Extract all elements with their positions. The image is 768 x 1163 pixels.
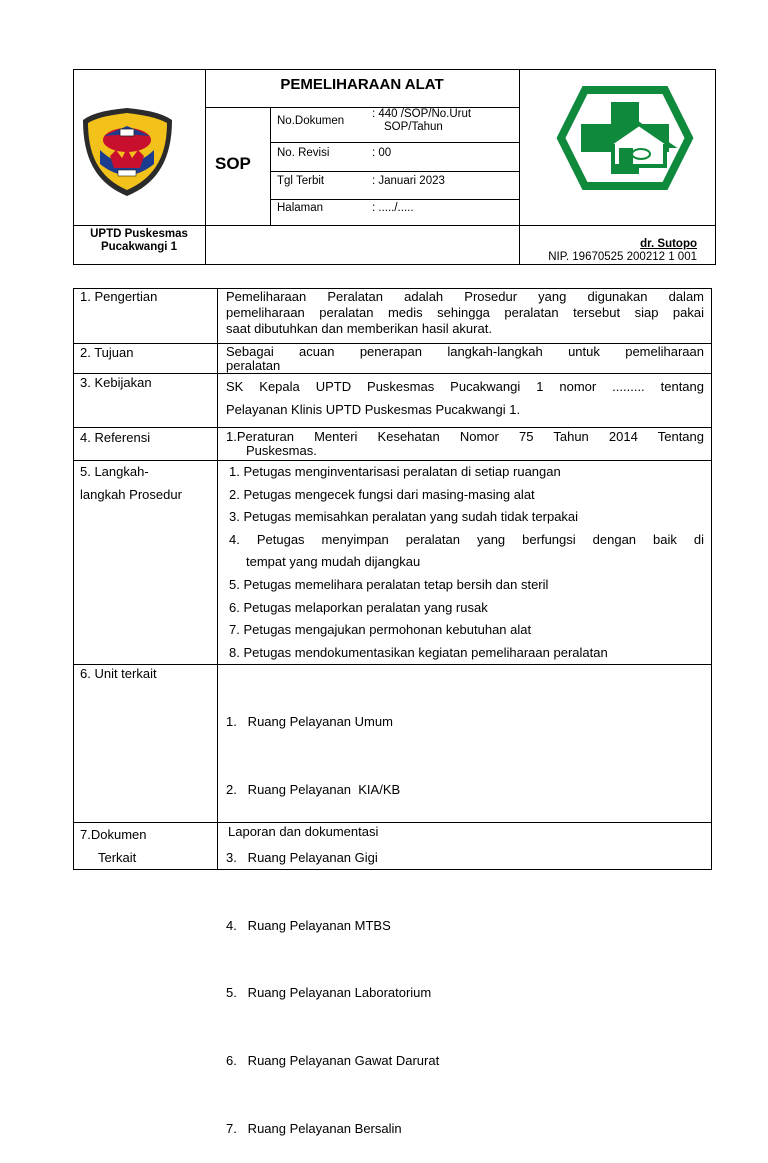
org-name (73, 228, 205, 254)
section-label-pengertian: 1. Pengertian (80, 289, 158, 304)
divider (519, 69, 520, 265)
regency-logo (80, 106, 175, 198)
divider (217, 288, 218, 870)
text-line: pemeliharaan peralatan medis sehingga peralatan tersebut siap pakai (226, 305, 704, 320)
divider (205, 107, 519, 108)
divider (73, 373, 712, 374)
text-line: 1.Peraturan Menteri Kesehatan Nomor 75 Tahun 2014 Tentang (226, 429, 704, 444)
meta-value-no-dokumen: : 440 /SOP/No.Urut (372, 108, 472, 120)
label-line: 5. Langkah- (80, 464, 149, 479)
text-line: peralatan (226, 358, 281, 373)
text-line: Pelayanan Klinis UPTD Puskesmas Pucakwangi 1. (226, 402, 521, 417)
sop-label: SOP (215, 154, 251, 173)
step-item: 4. Petugas menyimpan peralatan yang berfungsi dengan baik di (229, 531, 704, 547)
section-dokumen-text: Laporan dan dokumentasi (228, 824, 379, 839)
section-label-referensi: 4. Referensi (80, 430, 151, 445)
meta-label-tgl-terbit: Tgl Terbit (277, 175, 325, 187)
divider (270, 199, 519, 200)
unit-item: 7. Ruang Pelayanan Bersalin (226, 1120, 402, 1136)
section-referensi-text (226, 430, 704, 458)
unit-item: 1. Ruang Pelayanan Umum (226, 714, 393, 730)
text-line: Sebagai acuan penerapan langkah-langkah untuk pemeliharaan (226, 344, 704, 359)
org-name-line2: Pucakwangi 1 (100, 241, 178, 253)
unit-item: 5. Ruang Pelayanan Laboratorium (226, 985, 432, 1001)
divider (270, 107, 271, 225)
section-label-unit: 6. Unit terkait (80, 666, 157, 681)
step-item: 8. Petugas mendokumentasikan kegiatan pemeliharaan peralatan (229, 644, 608, 660)
unit-item: 4. Ruang Pelayanan MTBS (226, 917, 391, 933)
label-line: Terkait (98, 849, 137, 865)
unit-item: 6. Ruang Pelayanan Gawat Darurat (226, 1053, 440, 1069)
text-line: Puskesmas. (246, 443, 317, 458)
section-pengertian-text (226, 289, 704, 337)
puskesmas-logo (555, 86, 695, 190)
meta-label-no-revisi: No. Revisi (277, 147, 330, 159)
step-item: 5. Petugas memelihara peralatan tetap bersih dan steril (229, 576, 549, 592)
divider (270, 171, 519, 172)
text-line: SK Kepala UPTD Puskesmas Pucakwangi 1 nomor ......... tentang (226, 379, 704, 394)
section-tujuan-text (226, 345, 704, 373)
text-line: Pemeliharaan Peralatan adalah Prosedur yang digunakan dalam (226, 289, 704, 304)
label-line: 7.Dokumen (80, 827, 147, 842)
section-label-langkah (80, 461, 182, 506)
meta-value-tgl-terbit: : Januari 2023 (372, 175, 445, 187)
section-kebijakan-text (226, 375, 704, 421)
procedure-steps (229, 461, 704, 664)
section-label-dokumen (80, 824, 146, 869)
step-item: 2. Petugas mengecek fungsi dari masing-masing alat (229, 486, 535, 502)
meta-value-no-revisi: : 00 (372, 147, 392, 159)
document-title: PEMELIHARAAN ALAT (280, 76, 444, 93)
divider (270, 142, 519, 143)
signer-nip: NIP. 19670525 200212 1 001 (548, 251, 697, 263)
divider (73, 427, 712, 428)
section-label-tujuan: 2. Tujuan (80, 345, 134, 360)
step-item: 1. Petugas menginventarisasi peralatan di setiap ruangan (229, 464, 561, 479)
text-line: saat dibutuhkan dan memberikan hasil akurat. (226, 321, 492, 336)
signer-name: dr. Sutopo (640, 238, 697, 250)
step-item: 6. Petugas melaporkan peralatan yang rusak (229, 599, 488, 615)
divider (73, 225, 716, 226)
meta-label-halaman: Halaman (277, 202, 324, 214)
meta-value-halaman: : ...../..... (372, 202, 414, 214)
meta-label-no-dokumen: No.Dokumen (277, 115, 345, 127)
unit-list (226, 666, 704, 1163)
section-label-kebijakan: 3. Kebijakan (80, 375, 152, 390)
org-name-line1: UPTD Puskesmas (90, 228, 188, 240)
step-item-cont: tempat yang mudah dijangkau (246, 554, 421, 570)
step-item: 7. Petugas mengajukan permohonan kebutuhan alat (229, 622, 532, 638)
meta-value-no-dokumen-cont: SOP/Tahun (384, 121, 443, 133)
step-item: 3. Petugas memisahkan peralatan yang sudah tidak terpakai (229, 509, 579, 525)
label-line: langkah Prosedur (80, 486, 182, 502)
unit-item: 2. Ruang Pelayanan KIA/KB (226, 781, 401, 797)
divider (205, 69, 206, 265)
unit-item: 3. Ruang Pelayanan Gigi (226, 849, 378, 865)
